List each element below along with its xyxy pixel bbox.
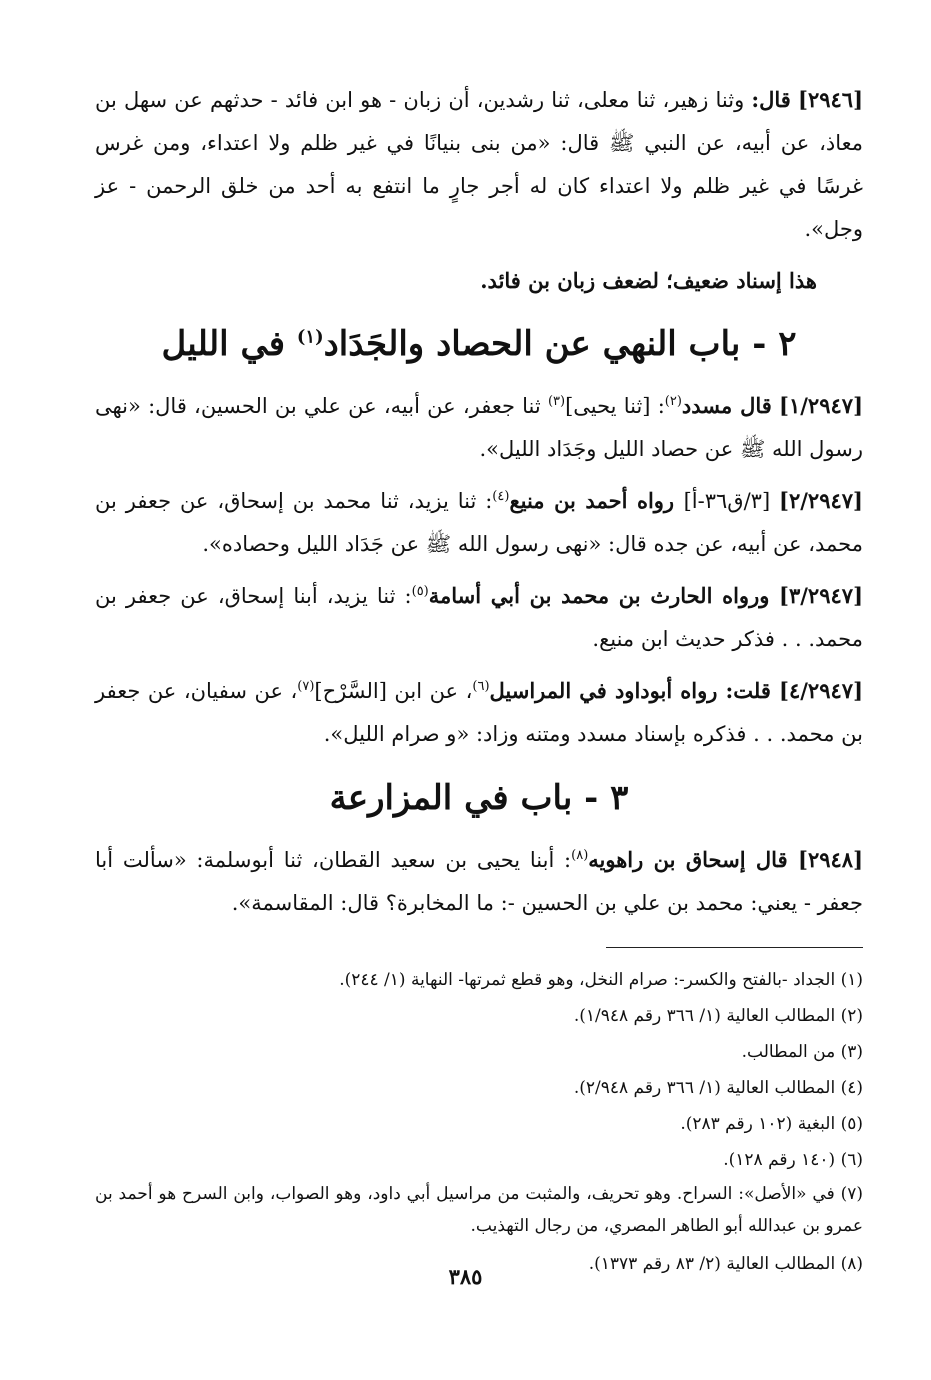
footnote-6: (٦) (١٤٠ رقم ١٢٨).	[723, 1150, 863, 1170]
hadith-number: [٣/٢٩٤٧]	[779, 583, 863, 608]
hadith-number: [٢٩٤٦]	[798, 87, 863, 112]
footnote-marker: (٥)	[411, 584, 429, 599]
hadith-2947-1	[95, 384, 863, 471]
hadith-text: : أبنا يحيى بن سعيد القطان، ثنا أبوسلمة: «سألت أبا جعفر - يعني: محمد بن علي بن الحسين -: ما المخابرة؟ قال: المقاسمة».	[95, 848, 863, 915]
chapter-heading-2	[95, 316, 863, 372]
hadith-text: : ثنا يزيد، ثنا محمد بن إسحاق، عن جعفر بن محمد، عن أبيه، عن جده قال: «نهى رسول الله ﷺ عن جَدَاد الليل وحصاده».	[95, 489, 863, 556]
footnote-marker: (٧)	[297, 679, 315, 694]
hadith-text: وثنا زهير، ثنا معلى، ثنا رشدين، أن زبان - هو ابن فائد - حدثهم عن سهل بن معاذ، عن أبيه، عن النبي ﷺ قال: «من بنى بنيانًا في غير ظلم ولا اعتداء، ومن غرس غرسًا في غير ظلم ولا اعتداء كان له أجر جارٍ ما انتفع به أحد من خلق الرحمن - عز وجل».	[95, 88, 863, 241]
hadith-text: ، عن سفيان، عن جعفر بن محمد. . . فذكره بإسناد مسدد ومتنه وزاد: «و صرام الليل».	[95, 679, 863, 746]
footnote-marker: (٢)	[664, 394, 682, 409]
hadith-lead: رواه أحمد بن منيع	[509, 488, 684, 513]
footnote-divider	[606, 947, 863, 948]
hadith-2947-2	[95, 479, 863, 566]
footnotes-list	[95, 962, 863, 1282]
footnote-1: (١) الجداد -بالفتح والكسر-: صرام النخل، وهو قطع ثمرتها- النهاية (١/ ٢٤٤).	[339, 970, 863, 990]
manuscript-ref: [٣/ق٣٦-أ]	[683, 489, 780, 513]
hadith-number: [٤/٢٩٤٧]	[779, 678, 863, 703]
chapter-heading-3: ٣ - باب في المزارعة	[329, 778, 629, 818]
hadith-number: [٢٩٤٨]	[798, 847, 863, 872]
hadith-number: [١/٢٩٤٧]	[779, 393, 863, 418]
hadith-lead: قال مسدد	[681, 393, 772, 418]
hadith-2948	[95, 838, 863, 925]
hadith-text: ثنا جعفر، عن أبيه، عن علي بن الحسين، قال: «نهى رسول الله ﷺ عن حصاد الليل وجَدَاد الليل».	[95, 394, 863, 461]
hadith-2947-3	[95, 574, 863, 661]
isnad-grading: هذا إسناد ضعيف؛ لضعف زبان بن فائد.	[480, 268, 817, 293]
hadith-lead: قال إسحاق بن راهويه	[588, 847, 798, 872]
hadith-2946	[95, 78, 863, 251]
footnote-marker: (٨)	[571, 848, 589, 863]
chapter-heading-2-text: ٢ - باب النهي عن الحصاد والجَدَاد	[323, 324, 797, 364]
hadith-lead: قال:	[751, 87, 791, 112]
footnote-3: (٣) من المطالب.	[741, 1042, 863, 1062]
footnote-marker: (٣)	[547, 394, 566, 409]
hadith-lead: ورواه الحارث بن محمد بن أبي أسامة	[428, 583, 780, 608]
footnote-4: (٤) المطالب العالية (١/ ٣٦٦ رقم ٢/٩٤٨).	[573, 1078, 863, 1098]
footnote-2: (٢) المطالب العالية (١/ ٣٦٦ رقم ١/٩٤٨).	[573, 1006, 863, 1026]
footnote-5: (٥) البغية (١٠٢ رقم ٢٨٣).	[680, 1114, 863, 1134]
hadith-text: : ثنا يزيد، أبنا إسحاق، عن جعفر بن محمد. . . فذكر حديث ابن منيع.	[95, 584, 863, 651]
hadith-lead: قلت: رواه أبوداود في المراسيل	[489, 678, 780, 703]
hadith-text: ، عن ابن [السَّرْح]	[314, 679, 473, 703]
footnote-marker: (٦)	[472, 679, 490, 694]
hadith-number: [٢/٢٩٤٧]	[779, 488, 863, 513]
footnote-7: (٧) في «الأصل»: السراح. وهو تحريف، والمثبت من مراسيل أبي داود، وهو الصواب، وابن السرح هو أحمد بن عمرو بن عبدالله أبو الطاهر المصري، من رجال التهذيب.	[95, 1184, 863, 1236]
footnote-marker: (١)	[296, 326, 324, 348]
hadith-text: : [ثنا يحيى]	[565, 394, 665, 418]
page-number: ٣٨٥	[448, 1264, 483, 1289]
chapter-heading-2-tail: في الليل	[161, 324, 297, 364]
footnote-marker: (٤)	[492, 489, 510, 504]
footnote-8: (٨) المطالب العالية (٢/ ٨٣ رقم ١٣٧٣).	[588, 1254, 863, 1274]
hadith-2947-4	[95, 669, 863, 756]
